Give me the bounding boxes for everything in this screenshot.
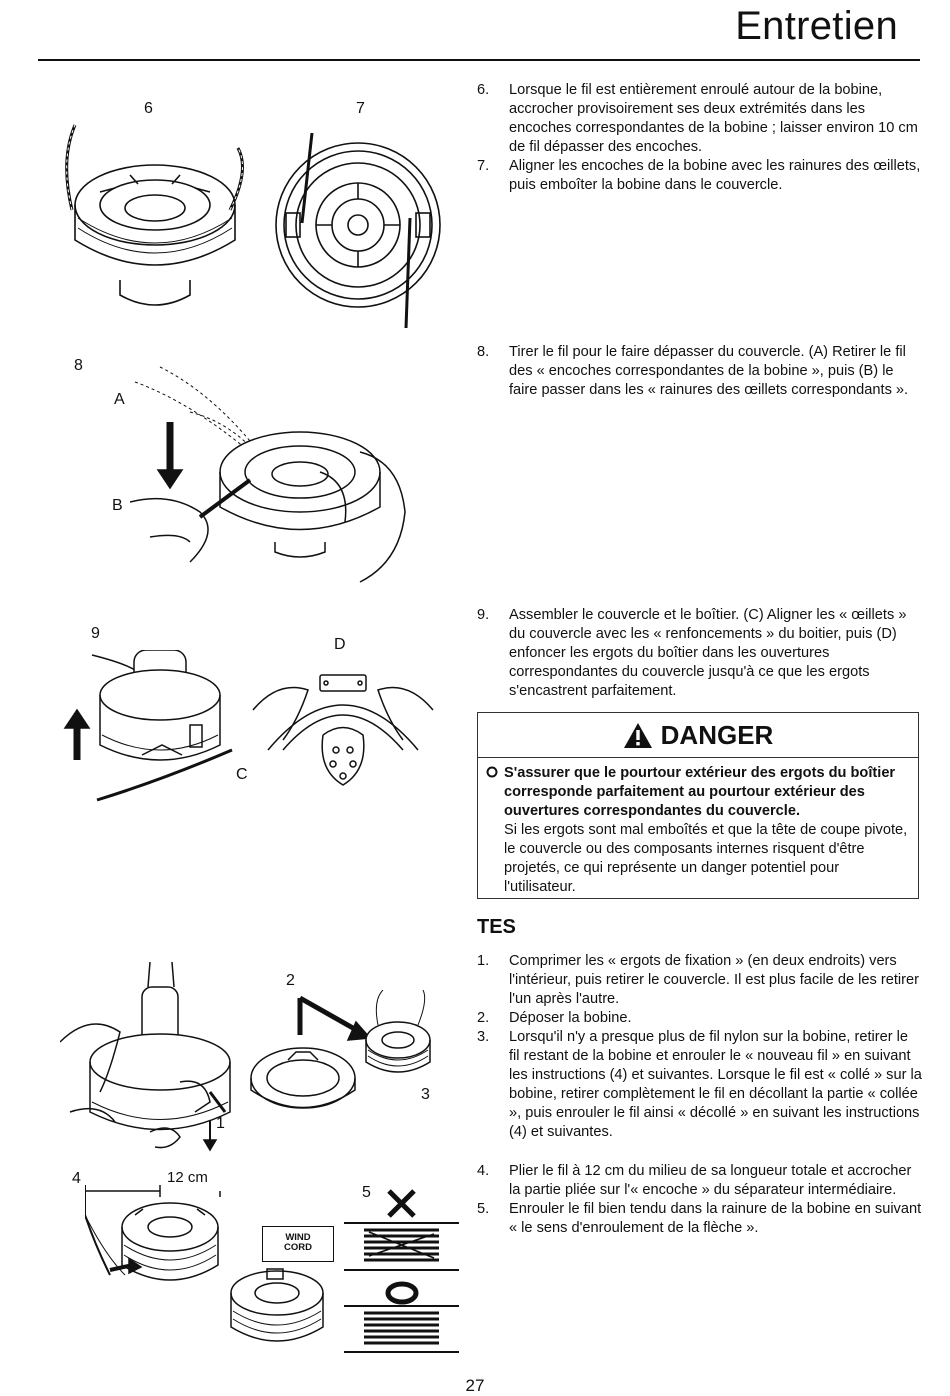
page-number: 27 bbox=[465, 1376, 485, 1395]
tes-step-1: 1. Comprimer les « ergots de fixation » (en deux endroits) vers l'intérieur, puis retirer le couvercle. Il est plus facile de les retirer l'un après l'autre. bbox=[477, 953, 919, 1007]
page-title: Entretien bbox=[735, 4, 898, 48]
spool-wind-direction-illustration bbox=[222, 1265, 337, 1355]
fold-line-illustration bbox=[85, 1185, 225, 1315]
fig-9-c-label: C bbox=[236, 766, 248, 783]
fig-8-a-label: A bbox=[114, 391, 125, 408]
circle-bullet-icon bbox=[486, 766, 498, 778]
fig-2-label: 2 bbox=[286, 972, 295, 989]
fig-6-label: 6 bbox=[144, 100, 153, 117]
assemble-cover-illustration bbox=[62, 650, 252, 810]
danger-box bbox=[477, 712, 919, 899]
fig-7-label: 7 bbox=[356, 100, 365, 117]
fig-9-d-label: D bbox=[334, 636, 346, 653]
tes-step-3: 3. Lorsqu'il n'y a presque plus de fil nylon sur la bobine, retirer le fil restant de la bobine et enrouler le « nouveau fil » en suivant les instructions (4) et suivantes. Lorsque le fil est « collé » sur la bobine, retirer complètement le fil en décollant la partie « collée », puis enrouler le fil ainsi « décollé » en suivant les instructions (4) et suivantes. bbox=[477, 1029, 922, 1140]
tes-step-5: 5. Enrouler le fil bien tendu dans la rainure de la bobine en suivant « le sens d'enroulement de la flèche ». bbox=[477, 1201, 922, 1236]
step-6: 6. Lorsque le fil est entièrement enroulé autour de la bobine, accrocher provisoirement ses deux extrémités dans les encoches correspondantes de la bobine ; laisser environ 10 cm de fil dépasser des encoches. bbox=[477, 82, 918, 155]
spool-with-line-illustration bbox=[60, 120, 250, 320]
danger-text: Si les ergots sont mal emboîtés et que la tête de coupe pivote, le couvercle ou des composants internes risquent d'être projetés, ce qui représente un danger potentiel pour l'utilisateur. bbox=[504, 822, 908, 895]
fig-8-label: 8 bbox=[74, 357, 83, 374]
fig-5-label: 5 bbox=[362, 1184, 371, 1201]
remove-cover-illustration bbox=[60, 962, 235, 1152]
danger-header bbox=[478, 713, 918, 758]
tes-steps-1-3 bbox=[477, 952, 922, 1142]
step-7: 7. Aligner les encoches de la bobine avec les rainures des œillets, puis emboîter la bobine dans le couvercle. bbox=[477, 158, 921, 193]
tes-step-2: 2. Déposer la bobine. bbox=[477, 1010, 632, 1026]
step-9-block bbox=[477, 606, 922, 701]
wind-cord-label: WIND CORD bbox=[262, 1226, 334, 1262]
fig-9-label: 9 bbox=[91, 625, 100, 642]
step-8: 8. Tirer le fil pour le faire dépasser du couvercle. (A) Retirer le fil des « encoches correspondantes de la bobine », puis (B) le faire passer dans les « rainures des œillets correspondants ». bbox=[477, 344, 909, 398]
steps-6-7 bbox=[477, 81, 922, 195]
fig-8-b-label: B bbox=[112, 497, 123, 514]
tes-step-4: 4. Plier le fil à 12 cm du milieu de sa longueur totale et accrocher la partie pliée sur l'« encoche » du séparateur intermédiaire. bbox=[477, 1163, 912, 1198]
cover-with-spool-illustration bbox=[272, 128, 447, 338]
winding-correct-incorrect-illustration bbox=[344, 1186, 459, 1356]
tes-steps-4-5 bbox=[477, 1162, 922, 1238]
danger-body bbox=[478, 758, 918, 897]
warning-triangle-icon bbox=[623, 722, 653, 749]
fig-4-measure-label: 12 cm bbox=[167, 1169, 208, 1186]
fig-4-label: 4 bbox=[72, 1170, 81, 1187]
step-8-block bbox=[477, 343, 922, 400]
step-9: 9. Assembler le couvercle et le boîtier. (C) Aligner les « œillets » du couvercle avec les « renfoncements » du boitier, puis (D) enfoncer les ergots du boîtier dans les ouvertures correspondantes du couvercle jusqu'à ce que les ergots s'encastrent parfaitement. bbox=[477, 607, 907, 699]
remove-spool-illustration bbox=[248, 990, 438, 1120]
pull-line-illustration bbox=[130, 362, 420, 597]
fig-1-label: 1 bbox=[216, 1115, 225, 1132]
press-tabs-illustration bbox=[248, 660, 438, 790]
fig-3-label: 3 bbox=[421, 1086, 430, 1103]
section-title-tes: TES bbox=[477, 916, 516, 938]
danger-title: DANGER bbox=[660, 719, 774, 750]
header-divider bbox=[38, 59, 920, 61]
danger-bold-text: S'assurer que le pourtour extérieur des ergots du boîtier corresponde parfaitement au pourtour extérieur des ouvertures correspondantes du couvercle. bbox=[504, 765, 896, 819]
